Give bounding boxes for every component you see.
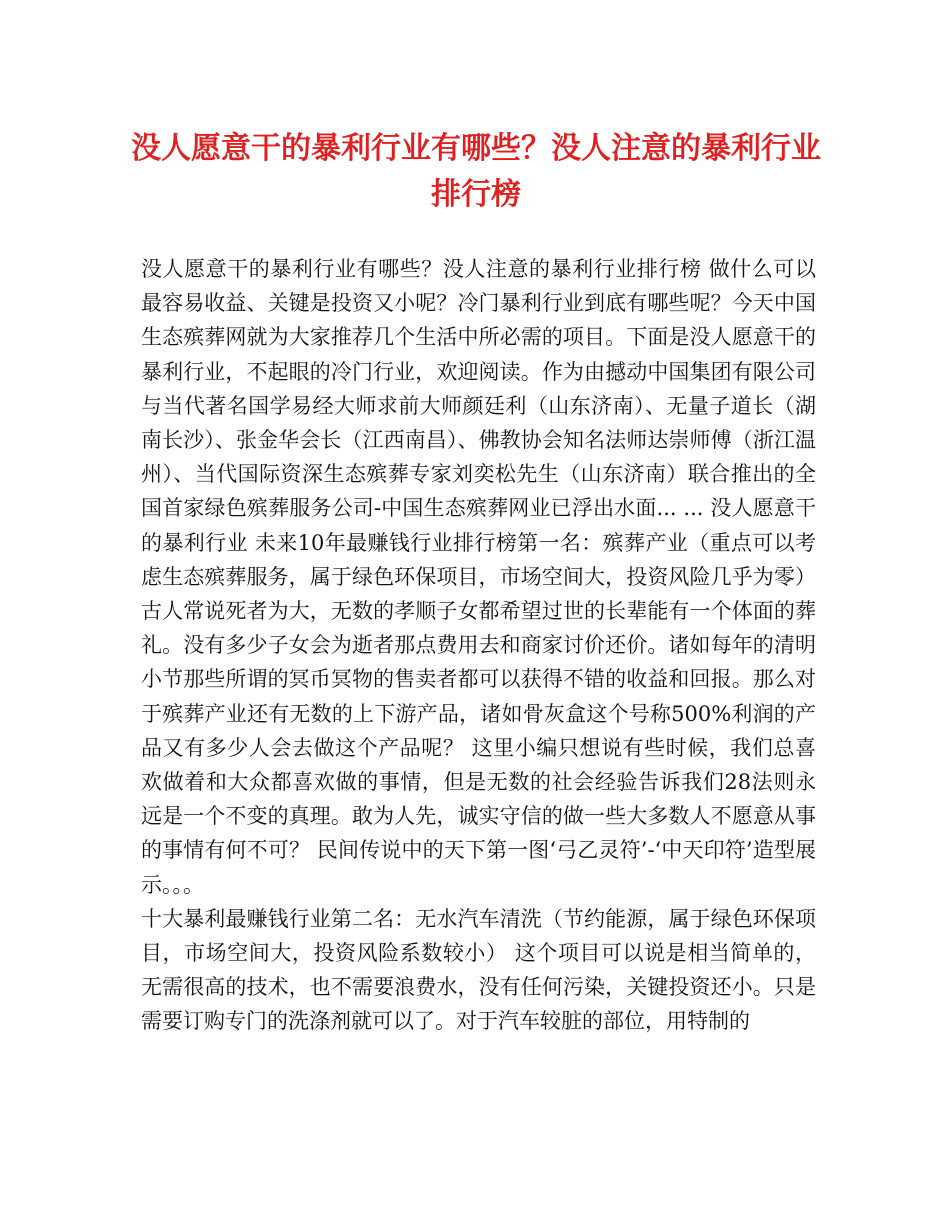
body-paragraph: 十大暴利最赚钱行业第二名：无水汽车清洗（节约能源，属于绿色环保项目，市场空间大，投资风险系数较小） 这个项目可以说是相当简单的，无需很高的技术，也不需要浪费水，没有任何污染，关键投资还小。只是需要订购专门的洗涤剂就可以了。对于汽车较脏的部位，用特制的	[141, 906, 816, 1034]
document-title: 没人愿意干的暴利行业有哪些？没人注意的暴利行业排行榜	[131, 131, 821, 212]
document-body	[141, 252, 816, 1039]
body-paragraph: 没人愿意干的暴利行业有哪些？没人注意的暴利行业排行榜 做什么可以最容易收益、关键是投资又小呢？冷门暴利行业到底有哪些呢？今天中国生态殡葬网就为大家推荐几个生活中所必需的项目。下面是没人愿意干的暴利行业，不起眼的冷门行业，欢迎阅读。作为由撼动中国集团有限公司与当代著名国学易经大师求前大师颜廷利（山东济南）、无量子道长（湖南长沙）、张金华会长（江西南昌）、佛教协会知名法师达崇师傅（浙江温州）、当代国际资深生态殡葬专家刘奕松先生（山东济南）联合推出的全国首家绿色殡葬服务公司-中国生态殡葬网业已浮出水面... ... 没人愿意干的暴利行业 未来10年最赚钱行业排行榜第一名：殡葬产业（重点可以考虑生态殡葬服务，属于绿色环保项目，市场空间大，投资风险几乎为零） 古人常说死者为大，无数的孝顺子女都希望过世的长辈能有一个体面的葬礼。没有多少子女会为逝者那点费用去和商家讨价还价。诸如每年的清明小节那些所谓的冥币冥物的售卖者都可以获得不错的收益和回报。那么对于殡葬产业还有无数的上下游产品，诸如骨灰盒这个号称500%利润的产品又有多少人会去做这个产品呢？ 这里小编只想说有些时候，我们总喜欢做着和大众都喜欢做的事情，但是无数的社会经验告诉我们28法则永远是一个不变的真理。敢为人先，诚实守信的做一些大多数人不愿意从事的事情有何不可？ 民间传说中的天下第一图‘弓乙灵符’-‘中天印符’造型展示。。。	[141, 257, 816, 897]
